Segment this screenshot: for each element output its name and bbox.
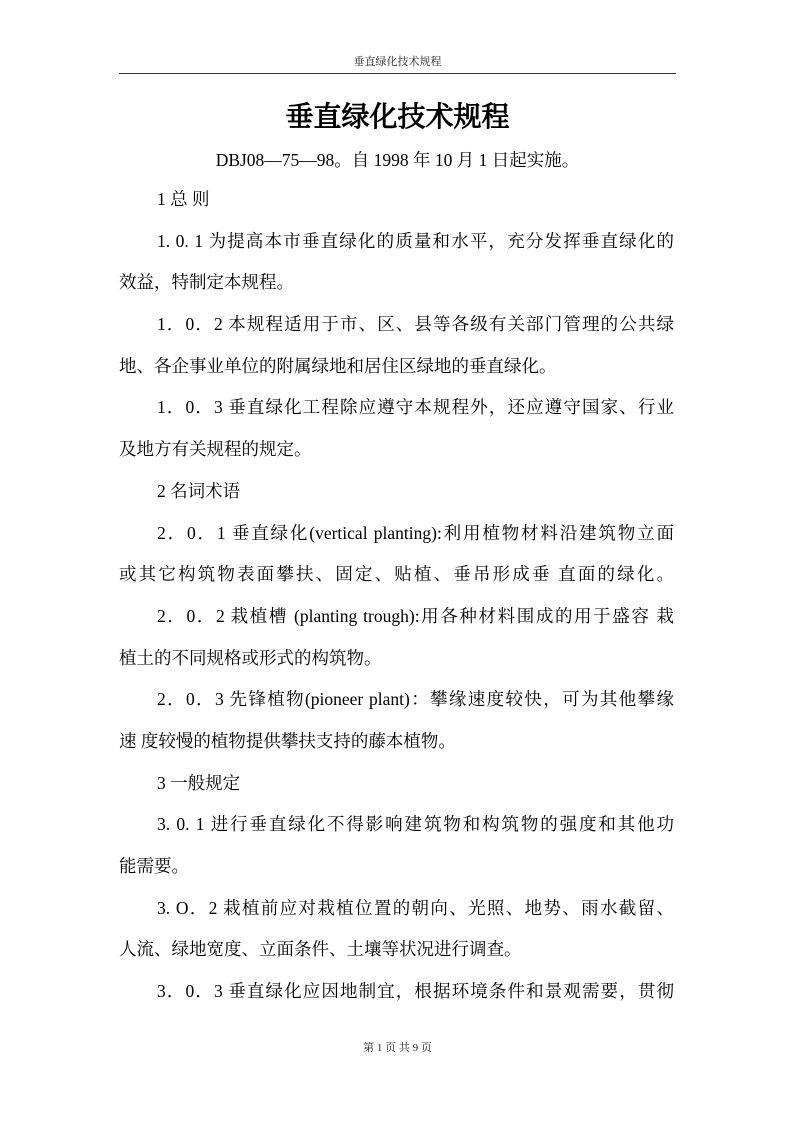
clause-paragraph [119,304,674,387]
paragraph-line: 人流、绿地宽度、立面条件、土壤等状况进行调查。 [119,939,522,960]
heading-text: 3 一般规定 [157,772,241,793]
heading-text: 1 总 则 [157,189,210,209]
paragraph-line: 或其它构筑物表面攀扶、固定、贴植、垂吊形成垂 直面的绿化。 [119,564,674,585]
section-heading [119,763,674,805]
clause-paragraph [119,679,674,762]
paragraph-line: 2．0．3 先锋植物(pioneer plant)：攀缘速度较快，可为其他攀缘 [157,689,674,710]
page-number-footer: 第 1 页 共 9 页 [363,1042,432,1054]
clause-paragraph [119,888,674,971]
paragraph-line: 植土的不同规格或形式的构筑物。 [119,647,382,668]
paragraph-line: 能需要。 [119,856,189,876]
running-header: 垂直绿化技术规程 [353,56,442,68]
clause-paragraph [119,971,674,1013]
heading-text: 2 名词术语 [157,480,241,501]
paragraph-line: 及地方有关规程的规定。 [119,439,312,460]
paragraph-line: 1．0．3 垂直绿化工程除应遵守本规程外，还应遵守国家、行业 [157,397,674,418]
clause-paragraph [119,387,674,470]
header-rule [119,73,676,74]
section-heading [119,471,674,513]
clause-paragraph [119,513,674,596]
section-heading [119,179,674,221]
paragraph-line: 3．0．3 垂直绿化应因地制宜，根据环境条件和景观需要，贯彻 [157,981,674,1002]
paragraph-line: 3. 0. 1 进行垂直绿化不得影响建筑物和构筑物的强度和其他功 [157,814,674,835]
document-title: 垂直绿化技术规程 [285,102,510,133]
clause-paragraph [119,596,674,679]
document-subtitle: DBJ08—75—98。自 1998 年 10 月 1 日起实施。 [215,150,580,170]
document-body [119,179,674,1013]
paragraph-line: 2．0．1 垂直绿化(vertical planting):利用植物材料沿建筑物立面 [157,522,674,543]
paragraph-line: 速 度较慢的植物提供攀扶支持的藤本植物。 [119,730,456,751]
clause-paragraph [119,221,674,304]
paragraph-line: 效益，特制定本规程。 [119,272,294,293]
clause-paragraph [119,804,674,887]
paragraph-line: 1. 0. 1 为提高本市垂直绿化的质量和水平，充分发挥垂直绿化的 [157,230,674,251]
paragraph-line: 地、各企事业单位的附属绿地和居住区绿地的垂直绿化。 [119,355,557,376]
paragraph-line: 2．0．2 栽植槽 (planting trough):用各种材料围成的用于盛容 栽 [157,605,674,626]
paragraph-line: 3. O．2 栽植前应对栽植位置的朝向、光照、地势、雨水截留、 [157,897,674,918]
paragraph-line: 1．0．2 本规程适用于市、区、县等各级有关部门管理的公共绿 [157,314,674,335]
